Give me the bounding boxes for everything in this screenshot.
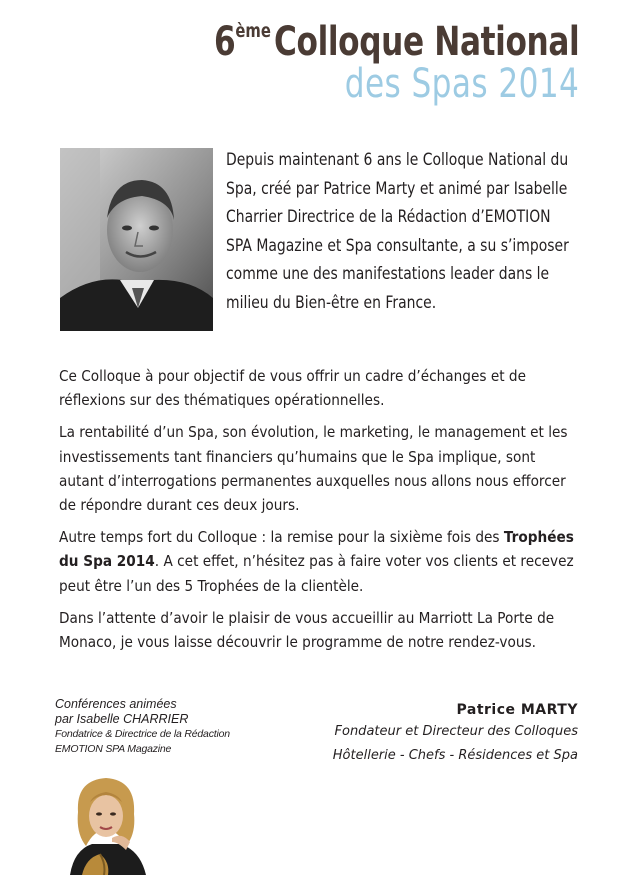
title-line-2: des Spas 2014 [344,61,579,107]
signature-role-2: Hôtellerie - Chefs - Résidences et Spa [332,748,578,763]
title-superscript: ème [235,20,271,42]
intro-text: Depuis maintenant 6 ans le Colloque National du Spa, créé par Patrice Marty et animé par Isabelle Charrier Directrice de la Rédaction d’EMOTION SPA Magazine et Spa consultante, a su s’imposer comme une des manifestations leader dans le milieu du Bien-être en France. [226,150,569,313]
title-line-1 [213,19,579,65]
signature-role-1: Fondateur et Directeur des Colloques [334,724,578,739]
paragraph-trophies [59,525,580,598]
trophies-highlight: Trophées du Spa 2014 [59,528,574,571]
credit-left-line-2: par Isabelle CHARRIER [55,712,189,726]
paragraph-objective: Ce Colloque à pour objectif de vous offrir un cadre d’échanges et de réflexions sur des thématiques opérationnelles. [59,367,526,410]
signature-name: Patrice MARTY [456,702,578,718]
body-text [59,364,579,662]
portrait-man-image [60,148,213,331]
credit-left-line-4: EMOTION SPA Magazine [55,743,172,755]
intro-paragraph [226,146,578,318]
title-number: 6 [213,19,236,65]
paragraph-topics: La rentabilité d’un Spa, son évolution, le marketing, le management et les investissements tant financiers qu’humains que le Spa implique, sont autant d’interrogations permanentes auxquelles nous allons nous efforcer de répondre durant ces deux jours. [59,423,568,515]
credit-left-line-1: Conférences animées [55,697,177,711]
page-title [213,19,579,107]
trophies-text-after: . A cet effet, n’hésitez pas à faire voter vos clients et recevez peut être l’un des 5 Trophées de la clientèle. [59,552,574,595]
patrice-marty-signature [333,700,578,768]
isabelle-charrier-credit [55,697,255,757]
credit-left-line-3: Fondatrice & Directrice de la Rédaction [55,728,230,740]
trophies-text-before: Autre temps fort du Colloque : la remise pour la sixième fois des [59,528,504,547]
portrait-woman-image [60,772,152,875]
patrice-marty-photo [60,148,213,331]
isabelle-charrier-photo [60,772,152,875]
paragraph-invitation: Dans l’attente d’avoir le plaisir de vous accueillir au Marriott La Porte de Monaco, je vous laisse découvrir le programme de notre rendez-vous. [59,608,555,652]
title-text: Colloque National [273,19,579,65]
